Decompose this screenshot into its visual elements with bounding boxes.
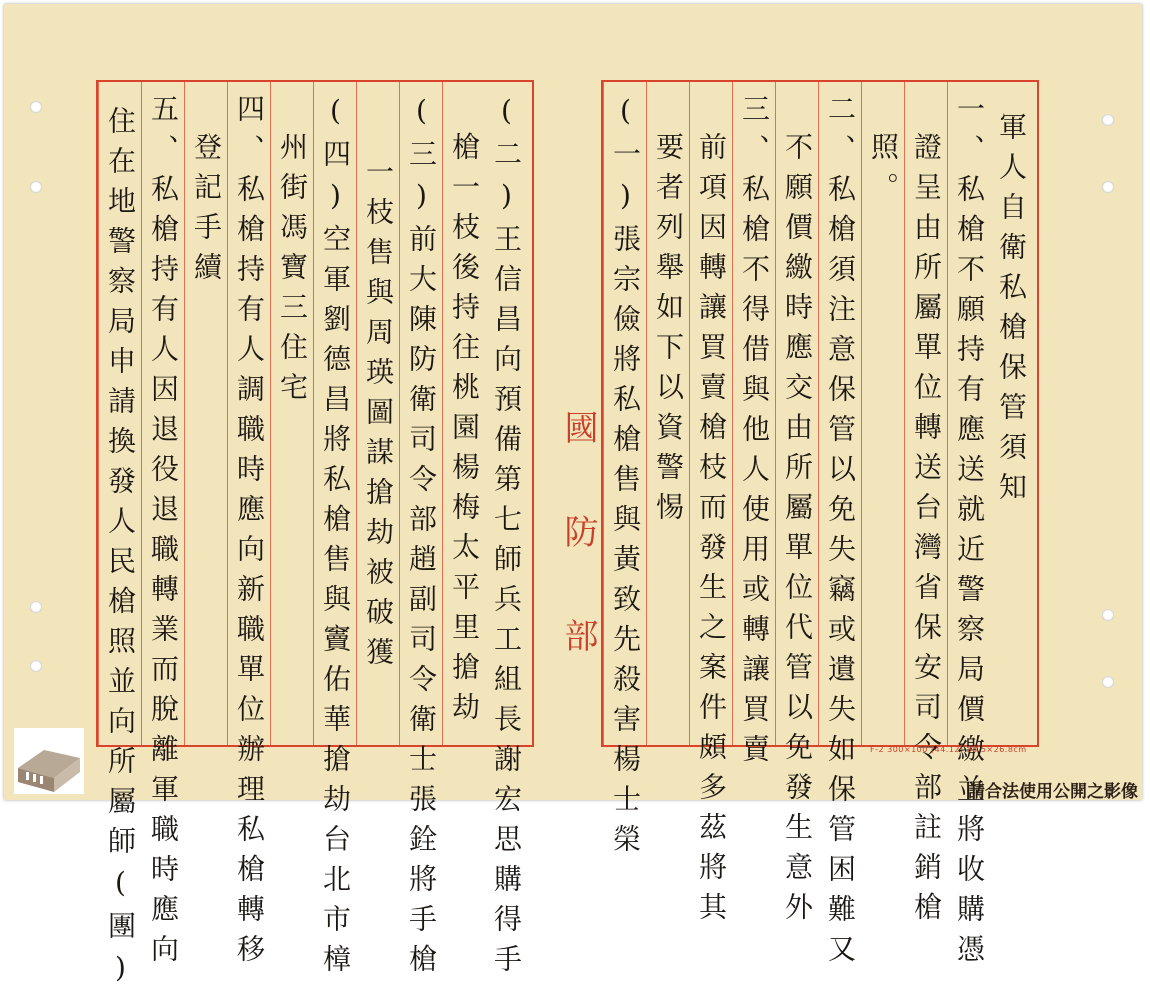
text-column: [818, 82, 862, 745]
text-column: [141, 82, 185, 745]
text-column: [904, 82, 948, 745]
punch-hole: [1102, 114, 1114, 126]
text-column: [485, 82, 528, 745]
text-column: [98, 82, 142, 745]
text-line: 州街馮寶三住宅: [271, 132, 314, 745]
text-column: [646, 82, 690, 745]
punch-hole: [30, 101, 42, 113]
right-text-panel: [601, 80, 1039, 747]
text-line: 登記手續: [185, 132, 228, 745]
left-text-panel: [96, 80, 534, 747]
text-line: (二)王信昌向預備第七師兵工組長謝宏思購得手: [485, 94, 528, 745]
text-column: [947, 82, 991, 745]
text-line: (四)空軍劉德昌將私槍售與竇佑華搶劫台北市樟: [314, 94, 357, 745]
text-line: 四、私槍持有人調職時應向新職單位辦理私槍轉移: [228, 94, 271, 745]
text-column: [399, 82, 443, 745]
text-column: [356, 82, 400, 745]
punch-hole: [1102, 676, 1114, 688]
text-column: [775, 82, 819, 745]
text-column: [603, 82, 647, 745]
text-line: 前項因轉讓買賣槍枝而發生之案件頗多茲將其: [690, 132, 733, 745]
document-title: 軍人自衛私槍保管須知: [990, 112, 1033, 745]
punch-hole: [1102, 181, 1114, 193]
text-column: [270, 82, 314, 745]
punch-hole: [30, 660, 42, 672]
text-line: 住在地警察局申請換發人民槍照並向所屬師(團): [99, 106, 142, 745]
punch-hole: [30, 601, 42, 613]
usage-watermark: 請合法使用公開之影像: [968, 777, 1138, 802]
text-column: [313, 82, 357, 745]
text-column: [732, 82, 776, 745]
text-line: 槍一枝後持往桃園楊梅太平里搶劫: [443, 132, 486, 745]
text-column: [990, 82, 1033, 745]
text-line: 三、私槍不得借與他人使用或轉讓買賣: [733, 94, 776, 745]
text-line: (三)前大陳防衛司令部趙副司令衛士張銓將手槍: [400, 94, 443, 745]
punch-hole: [1102, 609, 1114, 621]
punch-hole: [30, 181, 42, 193]
text-column: [442, 82, 486, 745]
text-line: 二、私槍須注意保管以免失竊或遺失如保管困難又: [819, 94, 862, 745]
text-column: [227, 82, 271, 745]
text-line: 一、私槍不願持有應送就近警察局價繳並將收購憑: [948, 94, 991, 745]
text-column: [184, 82, 228, 745]
text-line: 五、私槍持有人因退役退職轉業而脫離軍職時應向: [142, 94, 185, 745]
text-line: 照。: [862, 132, 905, 745]
text-line: 要者列舉如下以資警惕: [647, 132, 690, 745]
form-code: F-2 300×100 (44.12) 38.5×26.8cm: [870, 745, 1027, 754]
text-line: (一)張宗儉將私槍售與黃致先殺害楊士榮: [604, 94, 647, 745]
text-line: 證呈由所屬單位轉送台灣省保安司令部註銷槍: [905, 132, 948, 745]
ministry-seal: 國防部: [555, 410, 601, 722]
archive-logo-icon: [14, 728, 84, 794]
text-line: 不願價繳時應交由所屬單位代管以免發生意外: [776, 132, 819, 745]
text-column: [689, 82, 733, 745]
text-column: [861, 82, 905, 745]
text-line: 一枝售與周瑛圖謀搶劫被破獲: [357, 157, 400, 745]
